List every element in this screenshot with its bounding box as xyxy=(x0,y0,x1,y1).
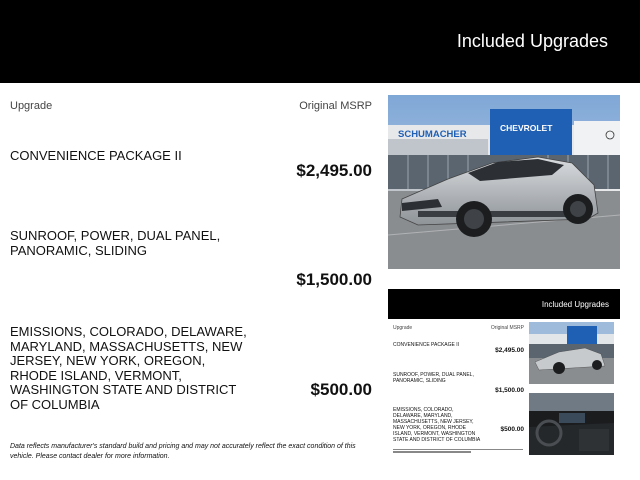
column-header-upgrade: Upgrade xyxy=(10,100,53,112)
header-title: Included Upgrades xyxy=(456,31,608,51)
thumbnail-item-name-1: CONVENIENCE PACKAGE II xyxy=(393,342,460,348)
thumbnail-column-msrp: Original MSRP xyxy=(490,325,524,331)
thumbnail-header xyxy=(388,289,620,319)
upgrade-name-1: CONVENIENCE PACKAGE II xyxy=(10,148,182,163)
upgrade-price-3: $500.00 xyxy=(310,380,372,399)
thumbnail-item-name-2: SUNROOF, POWER, DUAL PANEL, PANORAMIC, SLIDING xyxy=(393,372,474,384)
header-bar xyxy=(0,0,640,83)
thumbnail-item-price-1: $2,495.00 xyxy=(495,347,524,354)
dealer-sign: SCHUMACHER xyxy=(398,129,467,140)
thumbnail-interior-photo xyxy=(529,393,614,455)
thumbnail-item-name-3: EMISSIONS, COLORADO, DELAWARE, MARYLAND, MASSACHUSETTS, NEW JERSEY, NEW YORK, OREGON, RHODE ISLAND, VERMONT, WASHINGTON STATE AND DISTRICT OF COLUMBIA xyxy=(393,407,481,443)
thumbnail-header-title: Included Upgrades xyxy=(541,300,609,309)
upgrade-name-3: EMISSIONS, COLORADO, DELAWARE, MARYLAND, MASSACHUSETTS, NEW JERSEY, NEW YORK, OREGON, RHODE ISLAND, VERMONT, WASHINGTON STATE AND DISTRICT OF COLUMBIA xyxy=(10,324,247,412)
upgrades-sheet-thumbnail xyxy=(388,289,620,459)
thumbnail-column-upgrade: Upgrade xyxy=(393,325,413,331)
brand-sign: CHEVROLET xyxy=(500,123,553,133)
upgrade-price-2: $1,500.00 xyxy=(296,270,372,289)
thumbnail-disclaimer xyxy=(393,449,523,453)
thumbnail-item-price-2: $1,500.00 xyxy=(495,387,524,394)
vehicle-photo xyxy=(388,95,620,269)
thumbnail-vehicle-photo xyxy=(529,322,614,384)
upgrade-name-2: SUNROOF, POWER, DUAL PANEL, PANORAMIC, SLIDING xyxy=(10,228,221,258)
thumbnail-item-price-3: $500.00 xyxy=(500,426,524,433)
column-header-msrp: Original MSRP xyxy=(299,100,372,112)
disclaimer: Data reflects manufacturer's standard build and pricing and may not accurately reflect the exact condition of this vehicle. Please contact dealer for more information. xyxy=(10,443,356,460)
upgrade-price-1: $2,495.00 xyxy=(296,161,372,180)
